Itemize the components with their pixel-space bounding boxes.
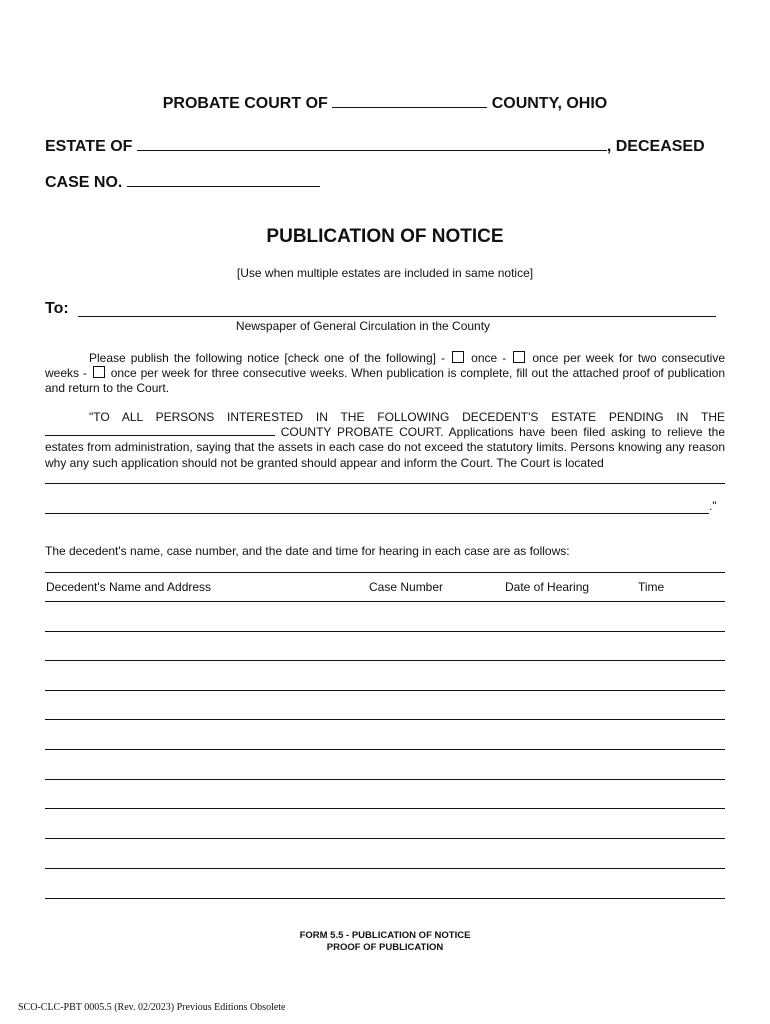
option-two-weeks-label: once per week for two consecutive weeks - bbox=[45, 351, 726, 381]
estate-name-blank[interactable] bbox=[137, 136, 607, 151]
form-footer-line2: PROOF OF PUBLICATION bbox=[326, 942, 444, 953]
table-row[interactable] bbox=[45, 779, 725, 780]
case-number-line bbox=[45, 172, 320, 192]
form-footer bbox=[0, 930, 770, 954]
county-blank-notice[interactable] bbox=[45, 425, 275, 436]
column-header-time: Time bbox=[638, 580, 665, 594]
estate-prefix: ESTATE OF bbox=[45, 138, 133, 155]
table-row[interactable] bbox=[45, 749, 725, 750]
table-row[interactable] bbox=[45, 631, 725, 632]
notice-text bbox=[45, 410, 725, 471]
checkbox-once[interactable] bbox=[452, 351, 464, 363]
table-row[interactable] bbox=[45, 898, 725, 899]
table-header-rule bbox=[45, 601, 725, 602]
publish-intro: Please publish the following notice [check one of the following] - bbox=[89, 351, 446, 365]
county-name-blank[interactable] bbox=[332, 93, 487, 108]
usage-note: [Use when multiple estates are included in same notice] bbox=[236, 266, 534, 280]
form-footer-line1: FORM 5.5 - PUBLICATION OF NOTICE bbox=[299, 930, 471, 941]
page-title: PUBLICATION OF NOTICE bbox=[266, 226, 504, 247]
table-row[interactable] bbox=[45, 719, 725, 720]
estate-suffix: , DECEASED bbox=[606, 138, 705, 155]
court-suffix: COUNTY, OHIO bbox=[491, 95, 608, 112]
checkbox-two-weeks[interactable] bbox=[513, 351, 525, 363]
table-row[interactable] bbox=[45, 808, 725, 809]
newspaper-caption: Newspaper of General Circulation in the County bbox=[235, 319, 491, 333]
estate-line bbox=[45, 136, 705, 156]
case-label: CASE NO. bbox=[45, 174, 123, 191]
table-top-rule bbox=[45, 572, 725, 573]
revision-note: SCO-CLC-PBT 0005.5 (Rev. 02/2023) Previous Editions Obsolete bbox=[18, 1002, 286, 1013]
table-row[interactable] bbox=[45, 838, 725, 839]
table-row[interactable] bbox=[45, 868, 725, 869]
case-number-blank[interactable] bbox=[127, 172, 320, 187]
hearing-intro: The decedent's name, case number, and the date and time for hearing in each case are as follows: bbox=[45, 544, 570, 558]
notice-end-mark: ." bbox=[709, 499, 717, 513]
option-three-weeks-label: once per week for three consecutive weeks. When publication is complete, fill out the attached proof of publication and return to the Court. bbox=[45, 366, 726, 396]
publish-instructions bbox=[45, 351, 725, 397]
to-label: To: bbox=[45, 300, 69, 317]
column-header-name: Decedent's Name and Address bbox=[46, 580, 212, 594]
newspaper-blank[interactable] bbox=[78, 316, 716, 317]
table-row[interactable] bbox=[45, 690, 725, 691]
court-prefix: PROBATE COURT OF bbox=[162, 95, 328, 112]
column-header-case-number: Case Number bbox=[369, 580, 444, 594]
option-once-label: once - bbox=[471, 351, 507, 365]
notice-text-line1: "TO ALL PERSONS INTERESTED IN THE FOLLOWING DECEDENT'S ESTATE PENDING IN THE bbox=[89, 410, 725, 424]
checkbox-three-weeks[interactable] bbox=[93, 366, 105, 378]
court-location-blank-2[interactable] bbox=[45, 513, 709, 514]
column-header-date: Date of Hearing bbox=[505, 580, 590, 594]
table-row[interactable] bbox=[45, 660, 725, 661]
court-title bbox=[0, 93, 770, 113]
notice-text-body: COUNTY PROBATE COURT. Applications have been filed asking to relieve the estates from administration, saying that the assets in each case do not exceed the statutory limits. Persons knowing any reason why any such application should not be granted should appear and inform the Court. The Court is located bbox=[45, 425, 725, 470]
court-location-blank-1[interactable] bbox=[45, 483, 725, 484]
